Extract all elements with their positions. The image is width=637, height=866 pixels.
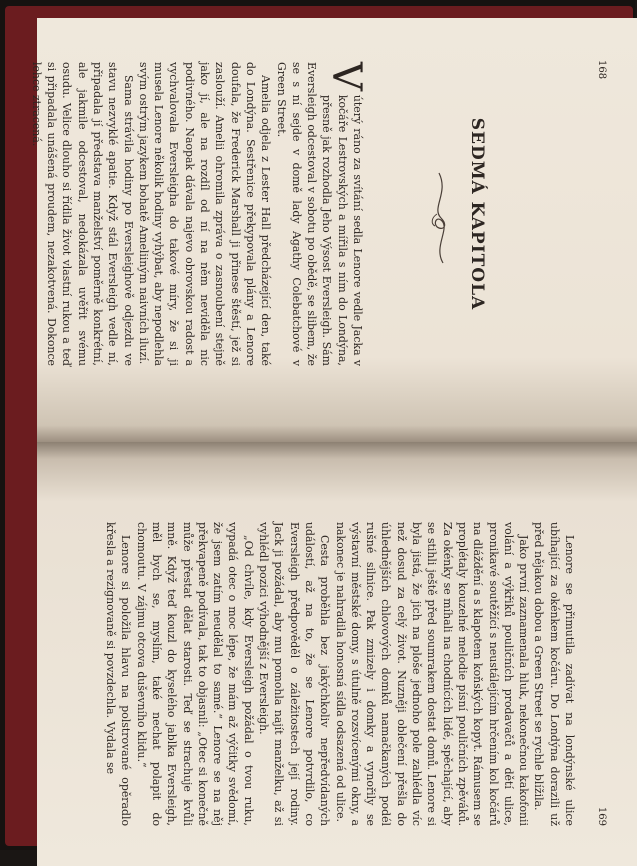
left-page bbox=[29, 18, 637, 442]
page-number-right: 169 bbox=[596, 806, 607, 826]
right-page bbox=[37, 442, 637, 866]
right-page-text bbox=[103, 522, 577, 826]
drop-cap: V bbox=[323, 62, 369, 91]
paragraph: V úterý ráno za svítání sedla Lenore vedle Jacka v kočáře Lestrovských a mířila s ním do Londýna, přesně jak rozhodla Jeho Výsost Eversleigh. Sám Eversleigh odcestoval v sobotu po obědě, se slibem, že se s ní sejde v domě lady Agathy Colebatchové v Green Street. bbox=[274, 62, 369, 366]
paragraph: Jako první zaznamenala hluk, nekonečnou kakofonii volání a výkřiků pouličních prodavačů a dětí ulice, pronikavé soutěžící s neustálejícím hrčením kol kočárů na dláždění a s klapotem koňských kopyt. Rámusem se proplétaly kouzelné melodie písní pouličních zpěváků. Za okénky se míhali na chodnících lidé, spěchající, aby se stihli ještě před soumrakem dostat domů. Lenore si byla jistá, že jich na ploše jednoho pole zahlédla víc než dosud za celý život. Nuzněji oblečení přešla do úhlednějších chlovových domků namačkaných podél rušné silnice. Pak zmizely i domky a vynořily se výstavní městské domy, s útulně rozsvícenými okny, a nakonec je nahradila honosná sídla odsazená od ulice. bbox=[333, 522, 531, 826]
paragraph: Amelia odjela z Lester Hall předcházející den, také do Londýna. Sestřenice překypovala plány a Lenore doufala, že Frederick Marshall ji přinese štěstí, jež si zaslouží. Amelii ohromila zpráva o zasnoubení stejně jako jí, ale na rozdíl od ní na něm neviděla nic podivného. Naopak dávala najevo obrovskou radost a vychvalovala Eversleigha do takové míry, že si ji musela Lenore několik hodiny vyhýbat, aby nepodlehla svým ostrým jazykem bohatě Ameliiným naivních iluzí. bbox=[136, 62, 273, 366]
left-page-text bbox=[28, 62, 369, 366]
chapter-title: SEDMÁ KAPITOLA bbox=[467, 117, 487, 311]
paragraph: Lenore si položila hlavu na polstrované opěradlo křesla a rezignovaně si povzdechla. Vydala se bbox=[104, 522, 133, 826]
paragraph: „Od chvíle, kdy Eversleigh požádal o tvou ruku, vypadá otec o moc lépe, že mám až výčitky svědomí, že jsem zatím neudělal to samé.“ Lenore se na něj překvapeně podívala, tak to objasnil: „Otec si konečně může přestat dělat starosti. Teď se strachuje kvůli mně. Když teď kouzl do kyselého jablka Eversleigh, měl bych se, myslím, také nechat polapit do chomoutu. V zájmu otcova duševního klidu.“ bbox=[134, 522, 255, 826]
paragraph: Cesta proběhla bez jakýchkoliv nepředvídaných událostí, až na to, že se Lenore potvrdilo, co Eversleigh předpověděl o záležitostech její rodiny. Jack ji požádal, aby mu pomohla najít manželku, až si vyhlédl pozici výhodnější z Eversleigh. bbox=[257, 522, 332, 826]
book-spread bbox=[29, 18, 637, 866]
paragraph: Lenore se přimutila zadívat na londýnské ulice ubíhající za okénkem kočáru. Do Londýna dorazili už před nějakou dobou a Green Street se rychle blížila. bbox=[532, 522, 576, 826]
ornament-flourish-icon bbox=[427, 168, 453, 268]
paragraph: Sama strávila hodiny po Eversleighově odjezdu ve stavu nezvyklé apatie. Když stál Eversleigh vedle ní, připadala jí představa manželství poměrně konkrétní, ale jakmile odcestoval, nedokázala uvěřit svému osudu. Velice dlouho si řídila život vlastní rukou a teď si připadala unášená proudem, nezakotvená. Dokonce lehce ztracená. bbox=[29, 62, 135, 366]
book-cover-edge bbox=[5, 6, 633, 846]
page-number-left: 168 bbox=[596, 60, 607, 80]
